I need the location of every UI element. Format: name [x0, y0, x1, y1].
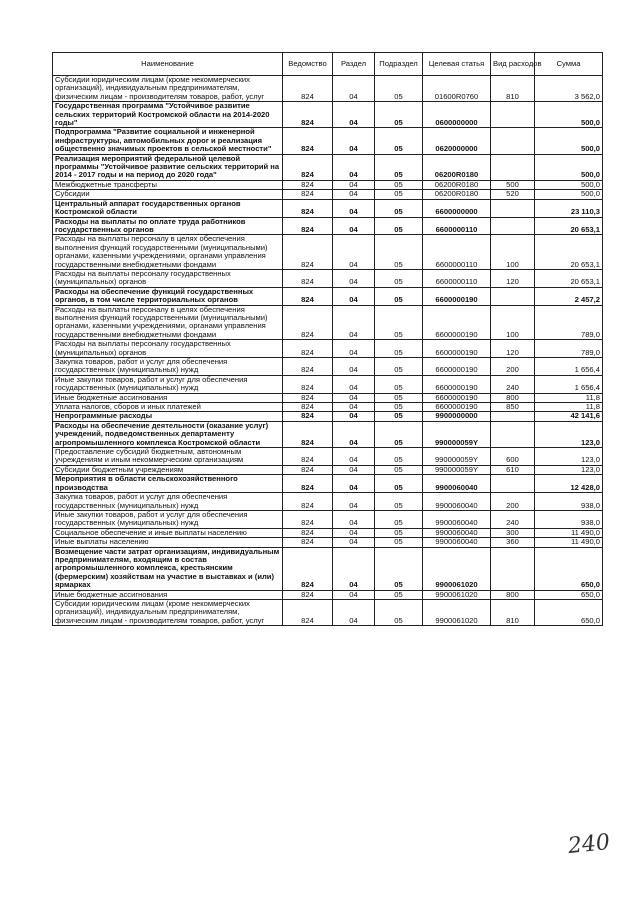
table-row [53, 102, 603, 128]
row-target-article: 01600R0760 [423, 76, 491, 102]
row-amount: 500,0 [535, 154, 603, 180]
row-expense-type: 240 [491, 375, 535, 393]
row-section: 04 [333, 510, 375, 528]
row-department: 824 [283, 287, 333, 305]
row-department: 824 [283, 358, 333, 376]
header-amount: Сумма [535, 53, 603, 76]
row-section: 04 [333, 547, 375, 590]
row-subsection: 05 [375, 538, 423, 547]
row-target-article: 990000059Y [423, 465, 491, 474]
row-amount: 1 656,4 [535, 358, 603, 376]
row-name: Центральный аппарат государственных органов Костромской области [53, 199, 283, 217]
row-target-article: 6600000110 [423, 217, 491, 235]
row-name: Субсидии юридическим лицам (кроме некоммерческих организаций), индивидуальным предпринимателям, физическим лицам - производителям товаров, работ, услуг [53, 76, 283, 102]
row-expense-type: 100 [491, 235, 535, 270]
row-name: Мероприятия в области сельскохозяйственного производства [53, 475, 283, 493]
header-department: Ведомство [283, 53, 333, 76]
row-name: Иные бюджетные ассигнования [53, 393, 283, 402]
row-department: 824 [283, 199, 333, 217]
row-section: 04 [333, 340, 375, 358]
row-target-article: 6600000190 [423, 403, 491, 412]
row-name: Предоставление субсидий бюджетным, автономным учреждениям и иным некоммерческим организациям [53, 448, 283, 466]
row-expense-type [491, 128, 535, 154]
table-row [53, 538, 603, 547]
row-amount: 650,0 [535, 547, 603, 590]
row-target-article: 6600000110 [423, 235, 491, 270]
row-amount: 11 490,0 [535, 538, 603, 547]
table-row [53, 199, 603, 217]
row-target-article: 0600000000 [423, 102, 491, 128]
row-section: 04 [333, 475, 375, 493]
row-target-article: 9900000000 [423, 412, 491, 421]
row-amount: 123,0 [535, 448, 603, 466]
row-section: 04 [333, 199, 375, 217]
row-section: 04 [333, 305, 375, 340]
row-name: Закупка товаров, работ и услуг для обеспечения государственных (муниципальных) нужд [53, 493, 283, 511]
row-subsection: 05 [375, 412, 423, 421]
row-subsection: 05 [375, 475, 423, 493]
table-row [53, 235, 603, 270]
table-row [53, 510, 603, 528]
row-amount: 938,0 [535, 493, 603, 511]
table-row [53, 475, 603, 493]
row-amount: 500,0 [535, 180, 603, 189]
row-section: 04 [333, 528, 375, 537]
row-section: 04 [333, 465, 375, 474]
row-amount: 12 428,0 [535, 475, 603, 493]
row-department: 824 [283, 217, 333, 235]
row-subsection: 05 [375, 528, 423, 537]
row-amount: 3 562,0 [535, 76, 603, 102]
row-amount: 42 141,6 [535, 412, 603, 421]
row-target-article: 6600000190 [423, 287, 491, 305]
row-section: 04 [333, 76, 375, 102]
row-department: 824 [283, 528, 333, 537]
row-target-article: 6600000190 [423, 375, 491, 393]
row-expense-type: 100 [491, 305, 535, 340]
row-expense-type [491, 102, 535, 128]
row-amount: 11,8 [535, 393, 603, 402]
row-amount: 2 457,2 [535, 287, 603, 305]
row-section: 04 [333, 358, 375, 376]
row-department: 824 [283, 269, 333, 287]
row-expense-type: 600 [491, 448, 535, 466]
row-subsection: 05 [375, 128, 423, 154]
row-subsection: 05 [375, 235, 423, 270]
row-target-article: 6600000190 [423, 305, 491, 340]
row-target-article: 6600000190 [423, 358, 491, 376]
row-subsection: 05 [375, 102, 423, 128]
row-amount: 20 653,1 [535, 217, 603, 235]
table-row [53, 375, 603, 393]
row-department: 824 [283, 180, 333, 189]
row-amount: 1 656,4 [535, 375, 603, 393]
table-row [53, 421, 603, 447]
row-amount: 20 653,1 [535, 235, 603, 270]
row-target-article: 9900060040 [423, 493, 491, 511]
row-subsection: 05 [375, 190, 423, 199]
row-section: 04 [333, 180, 375, 189]
row-department: 824 [283, 538, 333, 547]
table-row [53, 76, 603, 102]
header-name: Наименование [53, 53, 283, 76]
row-target-article: 990000059Y [423, 448, 491, 466]
row-expense-type: 520 [491, 190, 535, 199]
row-department: 824 [283, 421, 333, 447]
row-amount: 938,0 [535, 510, 603, 528]
row-expense-type [491, 421, 535, 447]
row-name: Уплата налогов, сборов и иных платежей [53, 403, 283, 412]
row-name: Возмещение части затрат организациям, индивидуальным предпринимателям, входящим в состав агропромышленного комплекса, крестьянским (фермерским) хозяйствам на участие в выставках и (или) ярмарках [53, 547, 283, 590]
row-expense-type [491, 475, 535, 493]
row-section: 04 [333, 217, 375, 235]
table-row [53, 493, 603, 511]
row-target-article: 06200R0180 [423, 180, 491, 189]
row-department: 824 [283, 493, 333, 511]
row-name: Субсидии [53, 190, 283, 199]
row-name: Расходы на обеспечение деятельности (оказание услуг) учреждений, подведомственных департаменту агропромышленного комплекса Костромской области [53, 421, 283, 447]
row-department: 824 [283, 412, 333, 421]
row-amount: 11 490,0 [535, 528, 603, 537]
table-row [53, 180, 603, 189]
row-department: 824 [283, 475, 333, 493]
row-amount: 23 110,3 [535, 199, 603, 217]
row-section: 04 [333, 403, 375, 412]
row-amount: 11,8 [535, 403, 603, 412]
row-expense-type: 200 [491, 358, 535, 376]
row-subsection: 05 [375, 421, 423, 447]
row-expense-type [491, 287, 535, 305]
row-expense-type: 810 [491, 599, 535, 625]
row-section: 04 [333, 590, 375, 599]
table-row [53, 128, 603, 154]
row-department: 824 [283, 76, 333, 102]
row-target-article: 9900061020 [423, 547, 491, 590]
row-subsection: 05 [375, 217, 423, 235]
table-row [53, 287, 603, 305]
row-target-article: 9900060040 [423, 475, 491, 493]
row-expense-type: 800 [491, 590, 535, 599]
row-target-article: 6600000000 [423, 199, 491, 217]
row-department: 824 [283, 375, 333, 393]
row-section: 04 [333, 154, 375, 180]
table-header-row [53, 53, 603, 76]
row-subsection: 05 [375, 269, 423, 287]
row-name: Расходы на выплаты персоналу государственных (муниципальных) органов [53, 340, 283, 358]
row-department: 824 [283, 235, 333, 270]
header-section: Раздел [333, 53, 375, 76]
row-subsection: 05 [375, 590, 423, 599]
row-name: Социальное обеспечение и иные выплаты населению [53, 528, 283, 537]
row-target-article: 6600000190 [423, 340, 491, 358]
row-subsection: 05 [375, 510, 423, 528]
row-name: Подпрограмма "Развитие социальной и инженерной инфраструктуры, автомобильных дорог и реализация общественно значимых проектов в сельской местности" [53, 128, 283, 154]
row-name: Субсидии юридическим лицам (кроме некоммерческих организаций), индивидуальным предпринимателям, физическим лицам - производителям товаров, работ, услуг [53, 599, 283, 625]
row-name: Иные закупки товаров, работ и услуг для обеспечения государственных (муниципальных) нужд [53, 375, 283, 393]
row-name: Иные бюджетные ассигнования [53, 590, 283, 599]
row-department: 824 [283, 590, 333, 599]
row-section: 04 [333, 538, 375, 547]
row-expense-type: 800 [491, 393, 535, 402]
row-department: 824 [283, 448, 333, 466]
row-section: 04 [333, 287, 375, 305]
row-name: Расходы на выплаты по оплате труда работников государственных органов [53, 217, 283, 235]
row-expense-type: 500 [491, 180, 535, 189]
row-name: Расходы на выплаты персоналу государственных (муниципальных) органов [53, 269, 283, 287]
row-amount: 650,0 [535, 599, 603, 625]
row-subsection: 05 [375, 287, 423, 305]
row-name: Иные закупки товаров, работ и услуг для обеспечения государственных (муниципальных) нужд [53, 510, 283, 528]
row-amount: 500,0 [535, 190, 603, 199]
row-expense-type [491, 154, 535, 180]
row-expense-type [491, 547, 535, 590]
row-department: 824 [283, 403, 333, 412]
row-target-article: 06200R0180 [423, 154, 491, 180]
row-department: 824 [283, 340, 333, 358]
table-body [53, 76, 603, 626]
row-department: 824 [283, 154, 333, 180]
row-amount: 789,0 [535, 340, 603, 358]
row-section: 04 [333, 412, 375, 421]
row-subsection: 05 [375, 199, 423, 217]
row-target-article: 6600000110 [423, 269, 491, 287]
header-target-article: Целевая статья [423, 53, 491, 76]
budget-table-container [52, 52, 602, 626]
budget-table [52, 52, 603, 626]
row-section: 04 [333, 493, 375, 511]
row-amount: 500,0 [535, 102, 603, 128]
row-department: 824 [283, 393, 333, 402]
row-section: 04 [333, 448, 375, 466]
table-row [53, 154, 603, 180]
row-subsection: 05 [375, 154, 423, 180]
row-name: Расходы на обеспечение функций государственных органов, в том числе территориальных органов [53, 287, 283, 305]
row-expense-type: 120 [491, 269, 535, 287]
row-expense-type: 810 [491, 76, 535, 102]
table-row [53, 340, 603, 358]
row-amount: 789,0 [535, 305, 603, 340]
table-row [53, 547, 603, 590]
row-subsection: 05 [375, 76, 423, 102]
row-subsection: 05 [375, 599, 423, 625]
row-section: 04 [333, 102, 375, 128]
row-target-article: 9900061020 [423, 590, 491, 599]
row-expense-type [491, 199, 535, 217]
table-row [53, 358, 603, 376]
row-expense-type [491, 412, 535, 421]
row-target-article: 9900061020 [423, 599, 491, 625]
row-section: 04 [333, 375, 375, 393]
row-name: Расходы на выплаты персоналу в целях обеспечения выполнения функций государственными (муниципальными) органами, казенными учреждениями, органами управления государственными внебюджетными фондами [53, 235, 283, 270]
row-name: Субсидии бюджетным учреждениям [53, 465, 283, 474]
row-subsection: 05 [375, 393, 423, 402]
row-subsection: 05 [375, 305, 423, 340]
row-expense-type: 240 [491, 510, 535, 528]
row-subsection: 05 [375, 340, 423, 358]
row-section: 04 [333, 393, 375, 402]
row-section: 04 [333, 128, 375, 154]
row-department: 824 [283, 305, 333, 340]
row-subsection: 05 [375, 448, 423, 466]
row-expense-type: 610 [491, 465, 535, 474]
row-expense-type: 300 [491, 528, 535, 537]
row-expense-type: 120 [491, 340, 535, 358]
header-expense-type: Вид расходов [491, 53, 535, 76]
row-section: 04 [333, 421, 375, 447]
row-target-article: 6600000190 [423, 393, 491, 402]
row-name: Государственная программа "Устойчивое развитие сельских территорий Костромской области на 2014-2020 годы" [53, 102, 283, 128]
row-name: Непрограммные расходы [53, 412, 283, 421]
row-target-article: 9900060040 [423, 538, 491, 547]
row-amount: 123,0 [535, 421, 603, 447]
row-subsection: 05 [375, 403, 423, 412]
row-section: 04 [333, 269, 375, 287]
row-department: 824 [283, 547, 333, 590]
row-name: Межбюджетные трансферты [53, 180, 283, 189]
row-amount: 123,0 [535, 465, 603, 474]
row-section: 04 [333, 190, 375, 199]
header-subsection: Подраздел [375, 53, 423, 76]
row-name: Закупка товаров, работ и услуг для обеспечения государственных (муниципальных) нужд [53, 358, 283, 376]
row-target-article: 990000059Y [423, 421, 491, 447]
row-subsection: 05 [375, 465, 423, 474]
handwritten-page-number: 240 [566, 829, 612, 860]
row-department: 824 [283, 102, 333, 128]
row-expense-type: 850 [491, 403, 535, 412]
row-subsection: 05 [375, 375, 423, 393]
row-department: 824 [283, 510, 333, 528]
row-subsection: 05 [375, 180, 423, 189]
row-department: 824 [283, 599, 333, 625]
row-expense-type [491, 217, 535, 235]
table-row [53, 448, 603, 466]
table-row [53, 217, 603, 235]
row-section: 04 [333, 235, 375, 270]
row-name: Реализация мероприятий федеральной целевой программы "Устойчивое развитие сельских территорий на 2014 - 2017 годы и на период до 2020 года" [53, 154, 283, 180]
table-row [53, 305, 603, 340]
row-department: 824 [283, 190, 333, 199]
row-subsection: 05 [375, 547, 423, 590]
table-row [53, 269, 603, 287]
row-target-article: 0620000000 [423, 128, 491, 154]
row-amount: 500,0 [535, 128, 603, 154]
row-target-article: 06200R0180 [423, 190, 491, 199]
row-target-article: 9900060040 [423, 528, 491, 537]
row-section: 04 [333, 599, 375, 625]
table-row [53, 190, 603, 199]
row-name: Расходы на выплаты персоналу в целях обеспечения выполнения функций государственными (муниципальными) органами, казенными учреждениями, органами управления государственными внебюджетными фондами [53, 305, 283, 340]
row-name: Иные выплаты населению [53, 538, 283, 547]
row-expense-type: 360 [491, 538, 535, 547]
row-subsection: 05 [375, 358, 423, 376]
row-expense-type: 200 [491, 493, 535, 511]
row-department: 824 [283, 465, 333, 474]
table-row [53, 412, 603, 421]
row-target-article: 9900060040 [423, 510, 491, 528]
table-row [53, 599, 603, 625]
row-amount: 20 653,1 [535, 269, 603, 287]
row-amount: 650,0 [535, 590, 603, 599]
row-department: 824 [283, 128, 333, 154]
row-subsection: 05 [375, 493, 423, 511]
